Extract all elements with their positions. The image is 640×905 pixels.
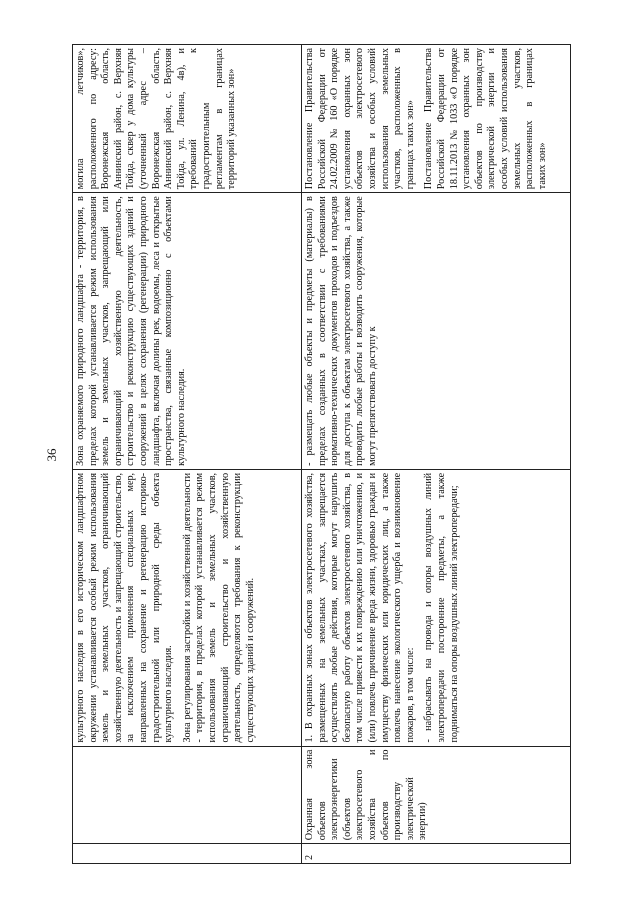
regime-paragraph: Зона регулирования застройки и хозяйственной деятельности - территория, в пределах которой устанавливается режим использования земель и земельных участков, ограничивающий строительство и хозяйственную деятельность, определяются требования к реконструкции существующих зданий и сооружений. — [181, 472, 256, 743]
regime-paragraph: - набрасывать на провода и опоры воздушных линий электропередачи посторонние предметы, а также подниматься на опоры воздушных линий электропередачи; — [423, 472, 460, 743]
regime-paragraph: - размещать любые объекты и предметы (материалы) в пределах созданных в соответствии с требованиями нормативно-технических документов проходов и подъездов для доступа к объектам электросетевого хозяйства, а также проводить любые работы и возводить сооружения, которые могут препятствовать доступу к — [304, 196, 378, 466]
zones-table — [72, 44, 571, 864]
zone-name-cell — [73, 746, 302, 844]
regime-cell-col1 — [302, 469, 571, 746]
regime-paragraph: Зона охраняемого природного ландшафта - территория, в пределах которой устанавливается режим использования земель и земельных участков, запрещающий или ограничивающий хозяйственную деятельность, строительство и реконструкцию существующих зданий и сооружений в целях сохранения (регенерации) природного ландшафта, включая долины рек, водоемы, леса и открытые пространства, связанные композиционно с объектами культурного наследия. — [75, 196, 187, 466]
row-number-cell: 2 — [302, 844, 571, 864]
legal-basis-paragraph: могила летчиков», расположенного по адресу: Воронежская область, Аннинский район, с. Верхняя Тойда, сквер у дома культуры (уточненный адрес – Воронежская область, Аннинский район, с. Верхняя Тойда, ул. Ленина, 4в), и требований к градостроительным регламентам в границах территорий указанных зон» — [75, 48, 238, 190]
page-number: 36 — [44, 448, 59, 462]
legal-basis-cell — [73, 45, 302, 193]
legal-basis-cell — [302, 45, 571, 193]
table-row — [73, 45, 302, 864]
regime-cell-col2 — [73, 193, 302, 470]
regime-cell-col2 — [302, 193, 571, 470]
document-sheet — [72, 44, 566, 864]
zone-name-cell: Охранная зона объектов электроэнергетики (объектов электросетевого хозяйства и объектов по производству электрической энергии) — [302, 746, 571, 844]
legal-basis-paragraph: Постановление Правительства Российской Федерации от 24.02.2009 № 160 «О порядке установления охранных зон объектов электросетевого хозяйства и особых условий использования земельных участков, расположенных в границах таких зон» — [304, 48, 416, 190]
legal-basis-paragraph: Постановление Правительства Российской Федерации от 18.11.2013 № 1033 «О порядке установления охранных зон объектов по производству электрической энергии и особых условий использования земельных участков, расположенных в границах таких зон» — [423, 48, 548, 190]
regime-paragraph: 1. В охранных зонах объектов электросетевого хозяйства, размещенных на земельных участках, запрещается осуществлять любые действия, которые могут нарушить безопасную работу объектов электросетевого хозяйства, в том числе привести к их повреждению или уничтожению, и (или) повлечь причинение вреда жизни, здоровью граждан и имуществу физических или юридических лиц, а также повлечь нанесение экологического ущерба и возникновение пожаров, в том числе: — [304, 472, 416, 743]
regime-cell-col1 — [73, 469, 302, 746]
table-row — [302, 45, 571, 864]
row-number-cell — [73, 844, 302, 864]
regime-paragraph: культурного наследия в его историческом ландшафтном окружении устанавливается особый режим использования земель и земельных участков, ограничивающий хозяйственную деятельность и запрещающий строительство, за исключением применения специальных мер, направленных на сохранение и регенерацию историко-градостроительной или природной среды объекта культурного наследия. — [75, 472, 175, 743]
